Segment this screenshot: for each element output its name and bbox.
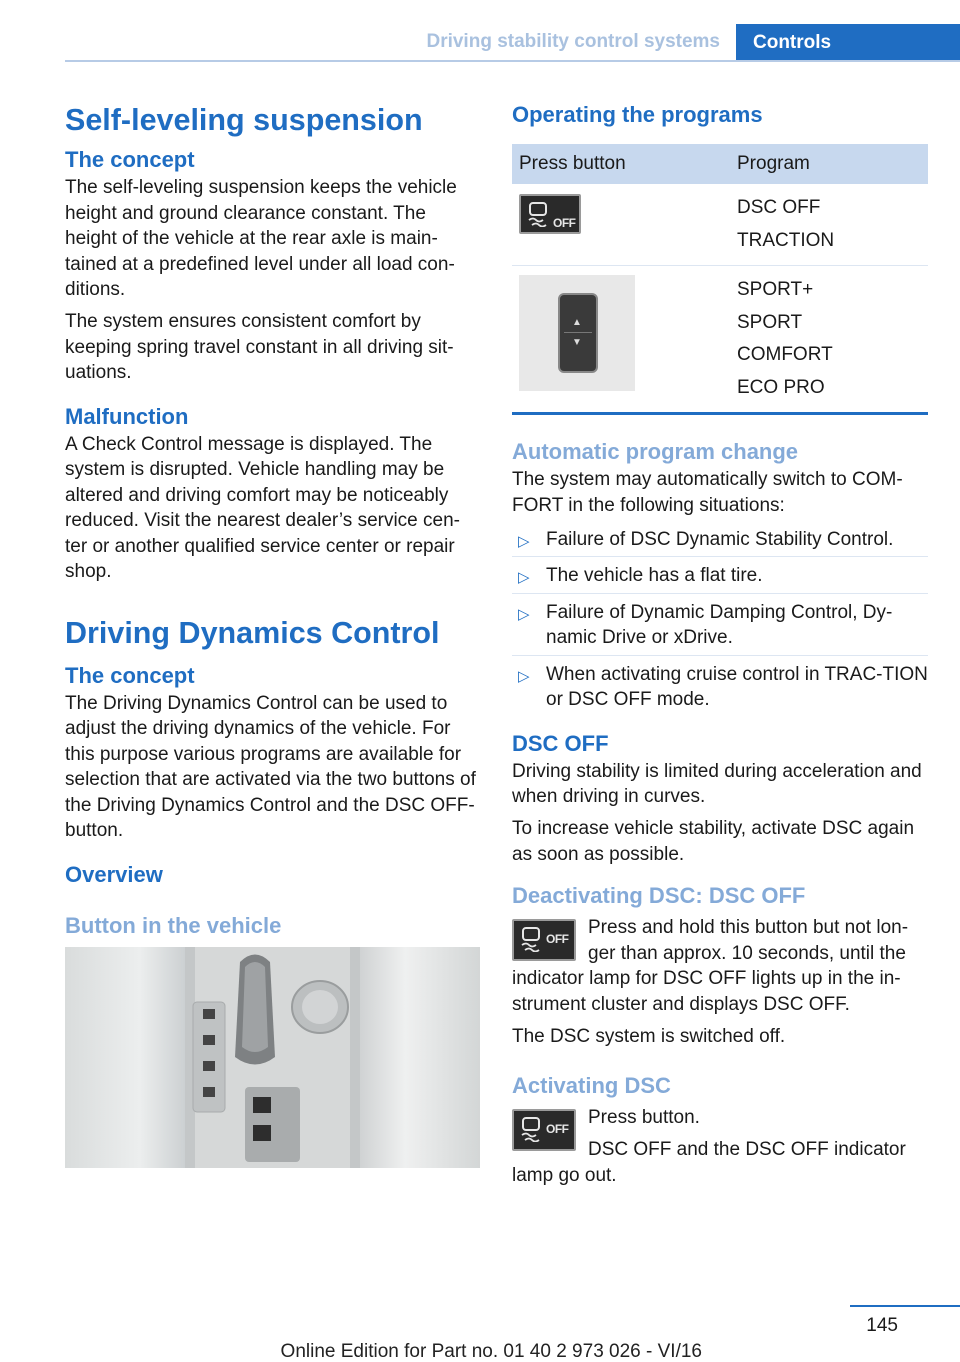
page-number: 145: [866, 1315, 898, 1336]
paragraph-concept-1b: The system ensures consistent comfort by keeping spring travel constant in all driving sit‐uations.: [65, 311, 454, 383]
list-item: ▷ The vehicle has a flat tire.: [512, 561, 928, 594]
program-sport: SPORT: [737, 311, 803, 333]
heading-dsc-off: DSC OFF: [512, 730, 609, 756]
arrow-up-icon: ▲: [572, 317, 582, 328]
activating-block: [512, 1105, 928, 1188]
table-header-press-button: Press button: [512, 144, 730, 184]
table-cell-program-list-1: [730, 184, 928, 266]
paragraph-concept-2: The Driving Dynamics Control can be used to adjust the driving dynamics of the vehicle. For this purpose various programs are available for selection that are activated via the two buttons of the Driving Dynamics Control and the DSC OFF-button.: [65, 692, 476, 841]
list-item: ▷ When activating cruise control in TRAC‐TION or DSC OFF mode.: [518, 663, 928, 710]
paragraph-concept-1a: The self-leveling suspension keeps the vehicle height and ground clearance constant. The height of the vehicle at the rear axle is main‐tained at a predefined level under all load con‐ditions.: [65, 177, 457, 300]
heading-button-in-vehicle: Button in the vehicle: [65, 912, 282, 938]
paragraph-automatic-change: The system may automatically switch to COM‐FORT in the following situations:: [512, 469, 903, 516]
heading-driving-dynamics-control: Driving Dynamics Control: [65, 615, 440, 650]
heading-concept-2: The concept: [65, 662, 195, 688]
program-comfort: COMFORT: [737, 344, 833, 365]
automatic-change-list: [512, 525, 928, 717]
paragraph-dsc-off-1: Driving stability is limited during acceleration and when driving in curves.: [512, 760, 922, 807]
table-cell-program-list-2: [730, 266, 928, 414]
heading-malfunction: Malfunction: [65, 403, 189, 429]
table-cell-rocker-button: [512, 266, 730, 414]
table-header-program: Program: [730, 144, 928, 184]
heading-automatic-program-change: Automatic program change: [512, 439, 799, 464]
dsc-off-label: OFF: [546, 1122, 569, 1136]
triangle-bullet-icon: ▷: [518, 532, 530, 550]
program-eco-pro: ECO PRO: [737, 376, 825, 398]
paragraph-dsc-off-2: To increase vehicle stability, activate DSC again as soon as possible.: [512, 818, 915, 865]
dsc-off-button-image: [519, 194, 581, 234]
arrow-down-icon: ▼: [572, 336, 582, 348]
header-section-title: Driving stability control systems: [426, 31, 720, 52]
left-column: [65, 100, 480, 1168]
footer-rule: [850, 1305, 960, 1307]
console-illustration: [65, 947, 480, 1168]
table-row: [512, 184, 928, 266]
dsc-off-button-image: [512, 1109, 576, 1151]
header-chapter-tab: [736, 24, 960, 62]
triangle-bullet-icon: ▷: [518, 667, 530, 685]
car-skid-icon: [519, 1116, 543, 1142]
program-sport-plus: SPORT+: [737, 279, 814, 300]
triangle-bullet-icon: ▷: [518, 569, 530, 586]
car-skid-icon: [519, 926, 543, 952]
heading-activating-dsc: Activating DSC: [512, 1073, 671, 1098]
triangle-bullet-icon: ▷: [518, 605, 530, 623]
driving-dynamics-rocker-image: [519, 275, 635, 391]
list-item: ▷ Failure of DSC Dynamic Stability Control.: [512, 525, 928, 558]
programs-table: [512, 144, 928, 415]
heading-deactivating-dsc: Deactivating DSC: DSC OFF: [512, 883, 806, 908]
list-item: ▷ Failure of Dynamic Damping Control, Dy‐namic Drive or xDrive.: [512, 598, 928, 656]
paragraph-activating-1: Press button.: [588, 1107, 700, 1128]
dsc-off-label: OFF: [546, 932, 569, 946]
heading-self-leveling: Self-leveling suspension: [65, 103, 423, 137]
paragraph-activating-2: DSC OFF and the DSC OFF indicator lamp go out.: [512, 1139, 906, 1186]
rocker-switch: [558, 293, 598, 373]
dsc-off-label: OFF: [553, 216, 576, 230]
table-row: [512, 266, 928, 414]
heading-operating-programs: Operating the programs: [512, 102, 763, 127]
header-rule: [65, 60, 960, 62]
heading-concept-1: The concept: [65, 147, 195, 172]
paragraph-malfunction: A Check Control message is displayed. The system is disrupted. Vehicle handling may be altered and driving comfort may be noticeably reduced. Visit the nearest dealer’s service cen‐ter or another qualified service center or repair shop.: [65, 433, 460, 582]
deactivating-block: [512, 915, 928, 1017]
car-skid-icon: [526, 201, 550, 227]
program-traction: TRACTION: [737, 229, 835, 251]
center-console-photo: [65, 947, 480, 1168]
heading-overview: Overview: [65, 861, 163, 887]
paragraph-switched-off: The DSC system is switched off.: [512, 1025, 786, 1047]
paragraph-deactivating: Press and hold this button but not lon‐ger than approx. 10 seconds, until the indicator lamp for DSC OFF lights up in the in‐strument cluster and displays DSC OFF.: [512, 917, 909, 1015]
dsc-off-button-image: [512, 919, 576, 961]
program-dsc-off: DSC OFF: [737, 197, 821, 218]
footer-edition: Online Edition for Part no. 01 40 2 973 026 - VI/16: [280, 1341, 702, 1362]
table-cell-dsc-button: [512, 184, 730, 266]
header-chapter-label: Controls: [753, 32, 832, 53]
table-header-row: [512, 144, 928, 184]
right-column: [512, 100, 928, 1195]
